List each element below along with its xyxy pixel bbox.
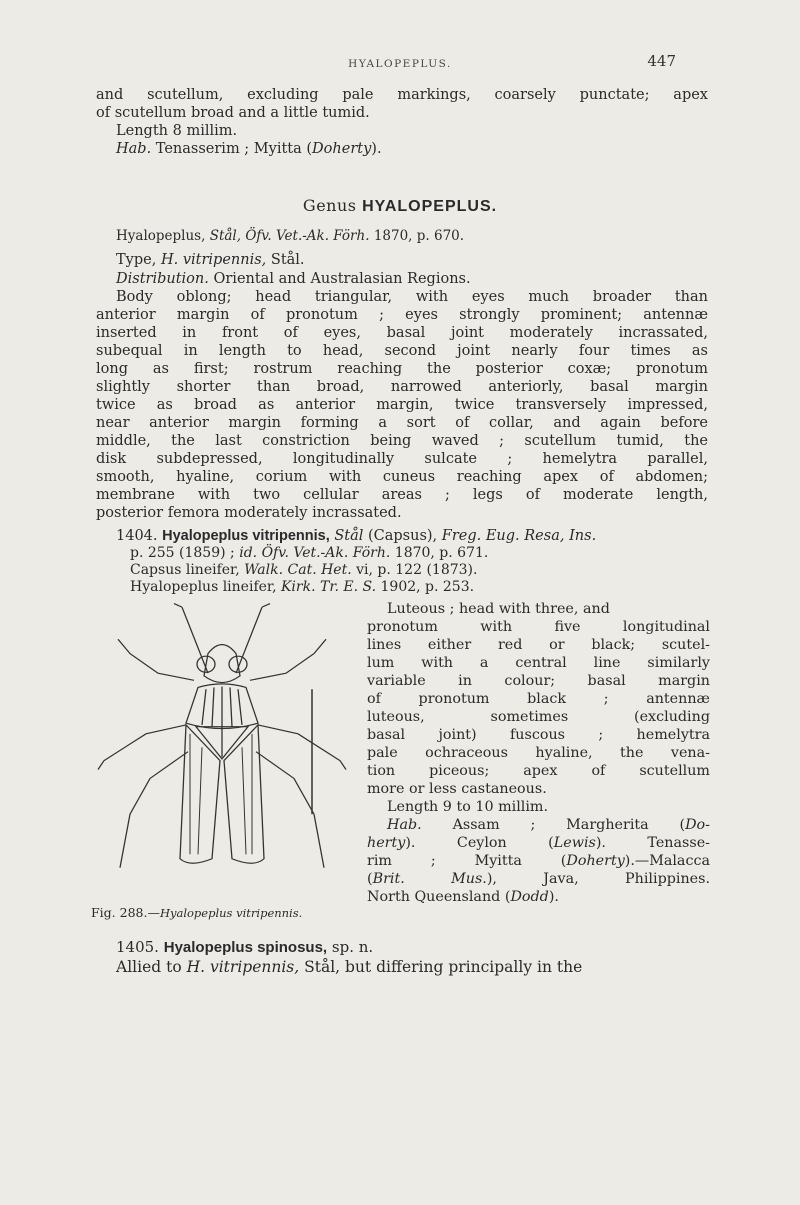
species-1404-synonym-1: Capsus lineifer, Walk. Cat. Het. vi, p. 122 (1873). xyxy=(130,562,478,578)
genus-distribution: Distribution. Oriental and Australasian Regions. xyxy=(116,271,471,287)
genus-type: Type, H. vitripennis, Stål. xyxy=(116,252,305,268)
intro-line-1: and scutellum, excluding pale markings, coarsely punctate; apex xyxy=(96,87,708,103)
insect-illustration xyxy=(90,600,350,890)
genus-desc-line-3: inserted in front of eyes, basal joint moderately incrassated, xyxy=(96,325,708,341)
species-1404-hab-line-5: North Queensland (Dodd). xyxy=(367,889,559,905)
genus-desc-line-10: disk subdepressed, longitudinally sulcate ; hemelytra parallel, xyxy=(96,451,708,467)
genus-desc-line-4: subequal in length to head, second joint nearly four times as xyxy=(96,343,708,359)
genus-desc-line-8: near anterior margin forming a sort of collar, and again before xyxy=(96,415,708,431)
genus-desc-line-11: smooth, hyaline, corium with cuneus reaching apex of abdomen; xyxy=(96,469,708,485)
genus-desc-line-7: twice as broad as anterior margin, twice transversely impressed, xyxy=(96,397,708,413)
species-1404-heading: 1404. Hyalopeplus vitripennis, Stål (Capsus), Freg. Eug. Resa, Ins. xyxy=(116,528,597,544)
species-1404-hab-line-1: Hab. Assam ; Margherita (Do- xyxy=(387,817,710,833)
figure-caption: Fig. 288.—Hyalopeplus vitripennis. xyxy=(91,905,303,920)
desc-line-2: pronotum with five longitudinal xyxy=(367,619,710,635)
desc-line-8: basal joint) fuscous ; hemelytra xyxy=(367,727,710,743)
front-left-leg xyxy=(118,639,194,680)
intro-habitat: Hab. Tenasserim ; Myitta (Doherty). xyxy=(116,141,382,157)
genus-desc-line-2: anterior margin of pronotum ; eyes strongly prominent; antennæ xyxy=(96,307,708,323)
species-1404-hab-line-2: herty). Ceylon (Lewis). Tenasse- xyxy=(367,835,710,851)
desc-line-4: lum with a central line similarly xyxy=(367,655,710,671)
genus-desc-line-6: slightly shorter than broad, narrowed anteriorly, basal margin xyxy=(96,379,708,395)
species-1404-hab-line-3: rim ; Myitta (Doherty).—Malacca xyxy=(367,853,710,869)
front-right-leg xyxy=(250,639,326,680)
genus-heading: Genus HYALOPEPLUS. xyxy=(302,196,498,215)
genus-desc-line-12: membrane with two cellular areas ; legs of moderate length, xyxy=(96,487,708,503)
desc-line-1: Luteous ; head with three, and xyxy=(387,601,610,617)
desc-line-5: variable in colour; basal margin xyxy=(367,673,710,689)
desc-line-7: luteous, sometimes (excluding xyxy=(367,709,710,725)
genus-desc-line-9: middle, the last constriction being waved ; scutellum tumid, the xyxy=(96,433,708,449)
genus-desc-line-13: posterior femora moderately incrassated. xyxy=(96,505,402,521)
intro-line-2: of scutellum broad and a little tumid. xyxy=(96,105,370,121)
head xyxy=(204,645,240,683)
desc-line-6: of pronotum black ; antennæ xyxy=(367,691,710,707)
desc-line-11: more or less castaneous. xyxy=(367,781,547,797)
desc-line-9: pale ochraceous hyaline, the vena- xyxy=(367,745,710,761)
page-number: 447 xyxy=(647,52,676,70)
genus-desc-line-5: long as first; rostrum reaching the posterior coxæ; pronotum xyxy=(96,361,708,377)
species-1404-ref-line: p. 255 (1859) ; id. Öfv. Vet.-Ak. Förh. 1870, p. 671. xyxy=(130,545,489,561)
running-title: HYALOPEPLUS. xyxy=(348,58,452,70)
species-1404-length: Length 9 to 10 millim. xyxy=(387,799,549,815)
hind-right-leg xyxy=(256,752,324,868)
species-1404-hab-line-4: (Brit. Mus.), Java, Philippines. xyxy=(367,871,710,887)
hind-left-leg xyxy=(120,752,188,868)
left-antenna xyxy=(182,607,208,673)
species-1405-heading: 1405. Hyalopeplus spinosus, sp. n. xyxy=(116,938,374,956)
genus-citation: Hyalopeplus, Stål, Öfv. Vet.-Ak. Förh. 1870, p. 670. xyxy=(116,228,465,244)
genus-desc-line-1: Body oblong; head triangular, with eyes much broader than xyxy=(116,289,708,305)
desc-line-10: tion piceous; apex of scutellum xyxy=(367,763,710,779)
right-antenna xyxy=(236,607,262,673)
desc-line-3: lines either red or black; scutel- xyxy=(367,637,710,653)
species-1404-synonym-2: Hyalopeplus lineifer, Kirk. Tr. E. S. 1902, p. 253. xyxy=(130,579,475,595)
intro-length: Length 8 millim. xyxy=(116,123,238,139)
species-1405-text: Allied to H. vitripennis, Stål, but differing principally in the xyxy=(116,958,583,976)
